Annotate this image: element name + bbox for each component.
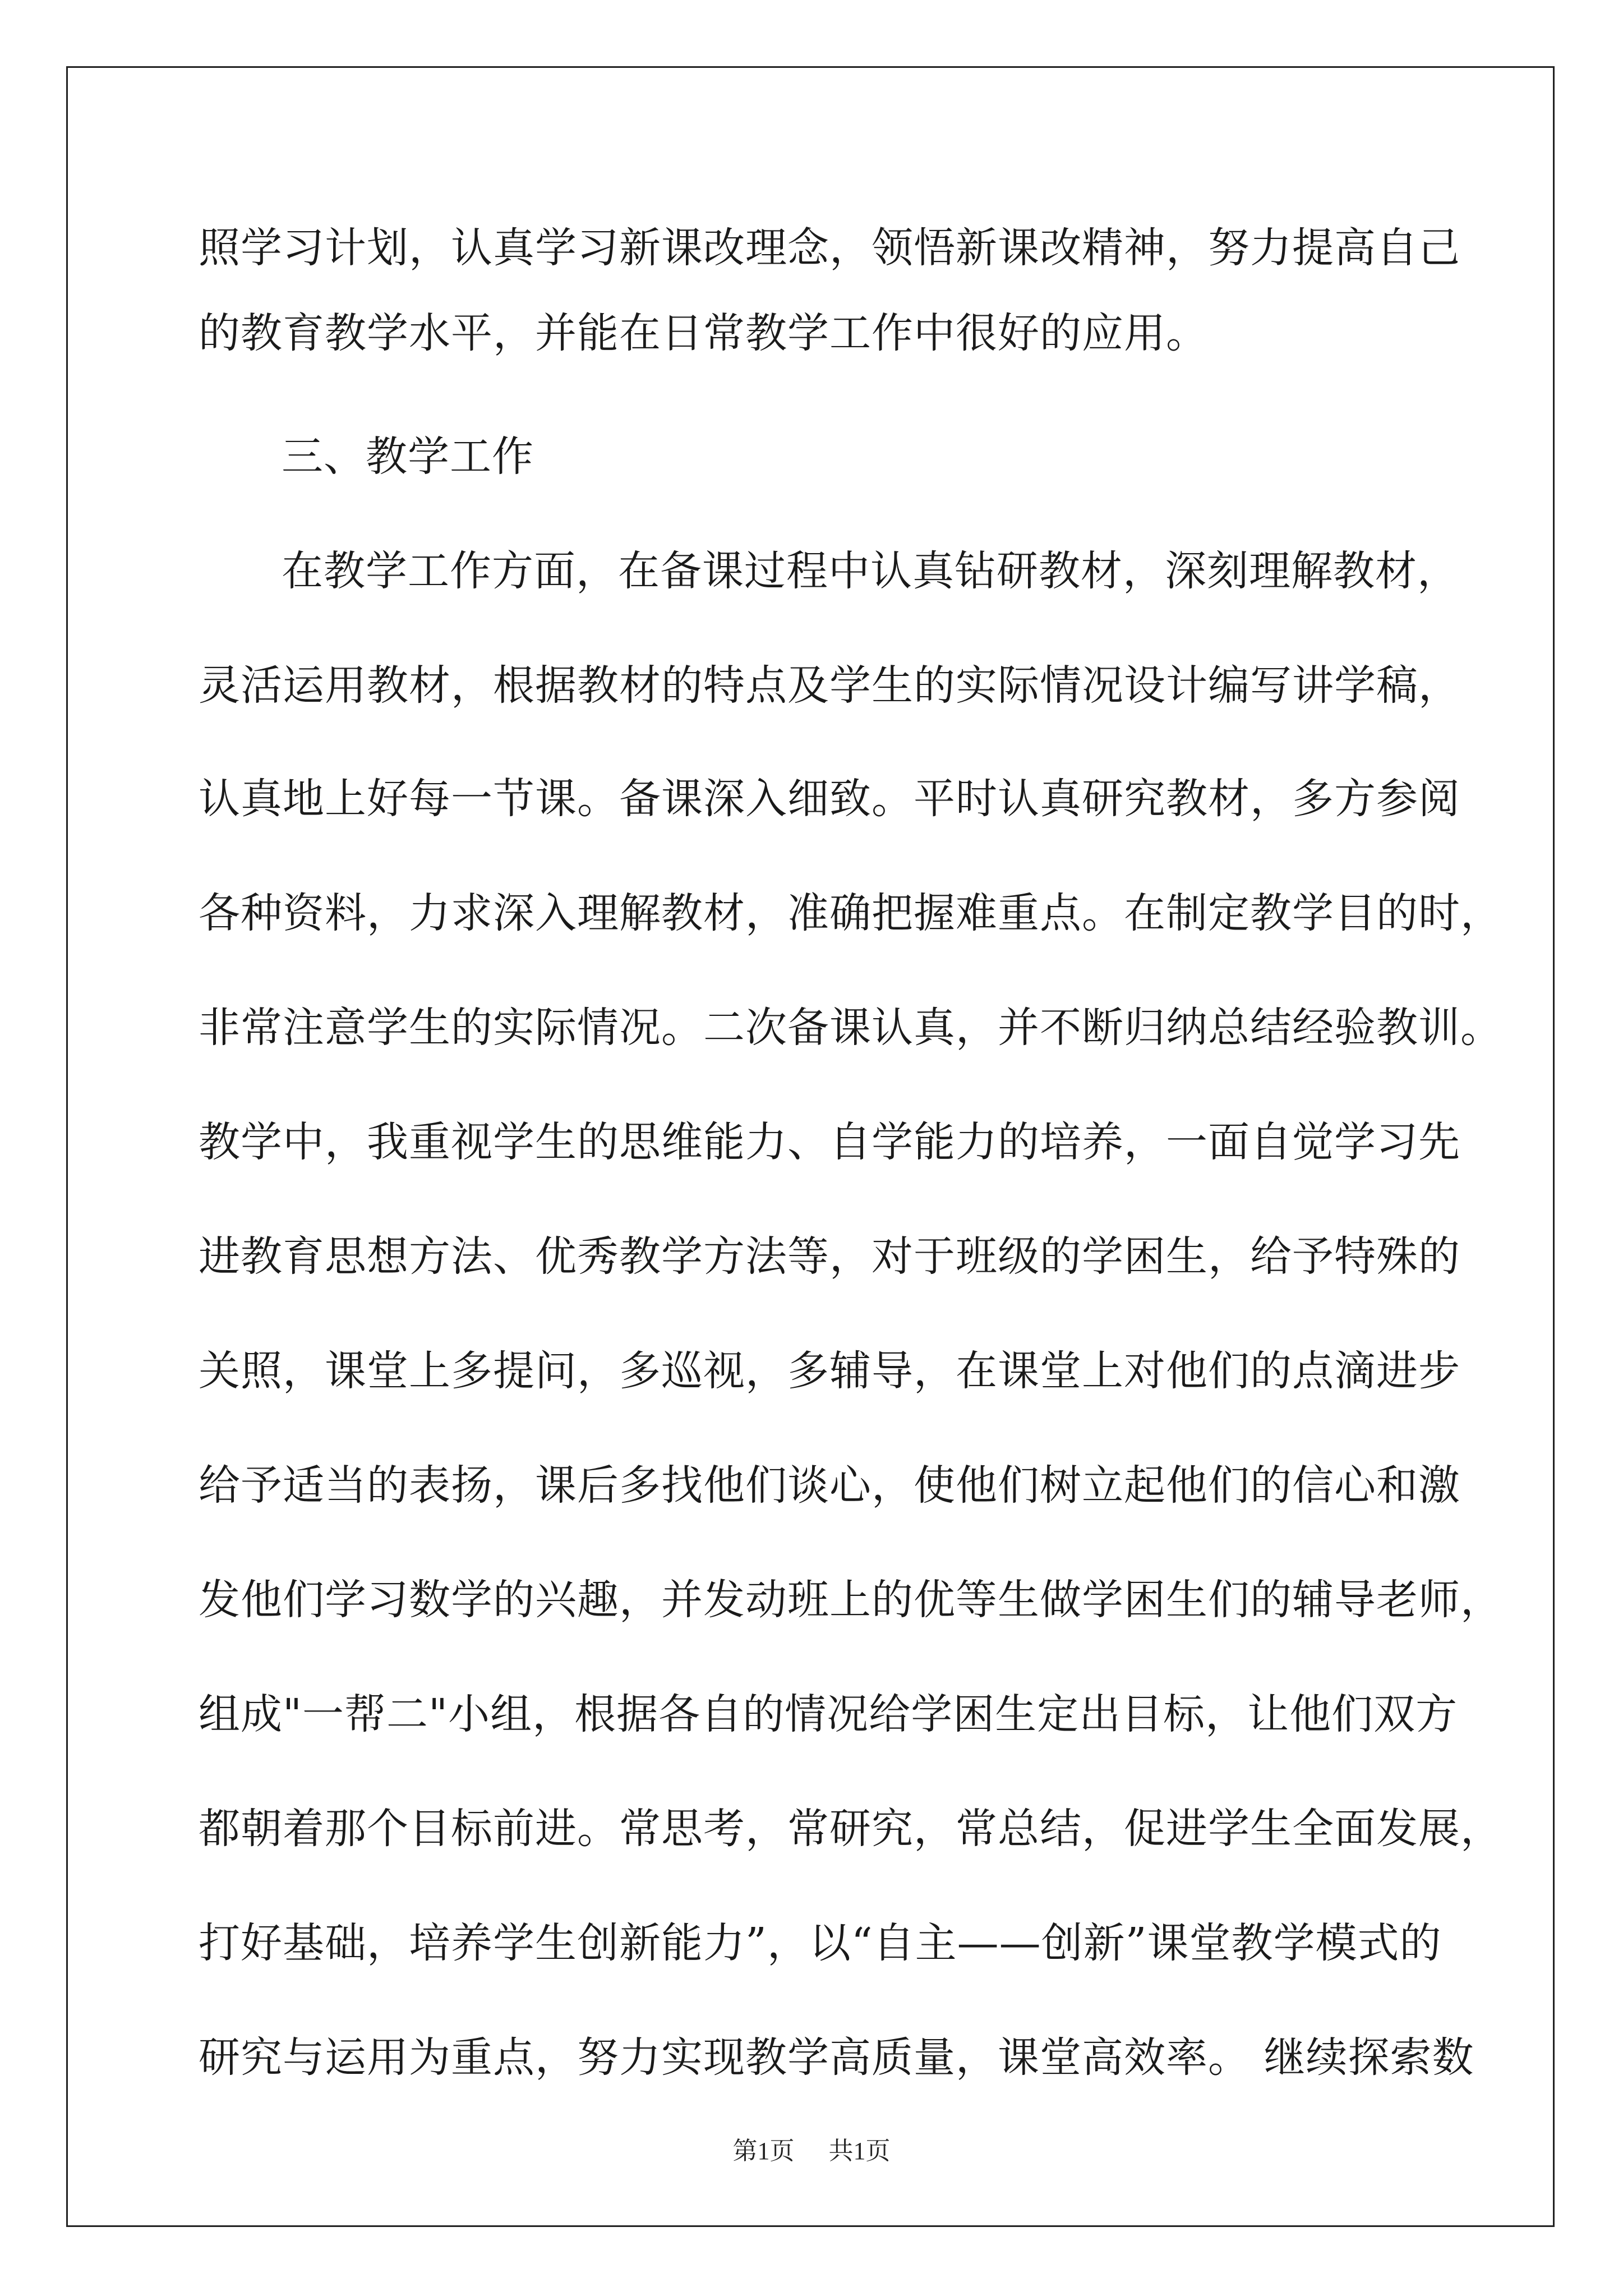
page-total: 共1页 — [828, 2137, 891, 2165]
text-line: 进教育思想方法、优秀教学方法等，对于班级的学困生，给予特殊的 — [199, 1232, 1460, 1281]
text-line: 教学中，我重视学生的思维能力、自学能力的培养，一面自觉学习先 — [199, 1118, 1460, 1166]
paragraph-first-line: 在教学工作方面，在备课过程中认真钻研教材，深刻理解教材， — [282, 547, 1459, 595]
text-line: 关照，课堂上多提问，多巡视，多辅导，在课堂上对他们的点滴进步 — [199, 1347, 1460, 1395]
page-number: 第1页 — [732, 2137, 795, 2165]
text-line: 认真地上好每一节课。备课深入细致。平时认真研究教材，多方参阅 — [199, 775, 1460, 823]
section-heading: 三、教学工作 — [282, 432, 534, 481]
text-line: 发他们学习数学的兴趣，并发动班上的优等生做学困生们的辅导老师， — [199, 1576, 1502, 1624]
text-line: 照学习计划，认真学习新课改理念，领悟新课改精神，努力提高自己 — [199, 224, 1460, 272]
text-line: 打好基础，培养学生创新能力”，以“自主——创新”课堂教学模式的 — [199, 1919, 1442, 1967]
text-line: 研究与运用为重点，努力实现教学高质量，课堂高效率。 继续探索数 — [199, 2033, 1474, 2082]
text-line: 都朝着那个目标前进。常思考，常研究，常总结，促进学生全面发展， — [199, 1805, 1502, 1853]
text-line: 组成"一帮二"小组，根据各自的情况给学困生定出目标，让他们双方 — [199, 1690, 1458, 1738]
text-line: 各种资料，力求深入理解教材，准确把握难重点。在制定教学目的时， — [199, 889, 1502, 937]
text-line: 给予适当的表扬，课后多找他们谈心，使他们树立起他们的信心和激 — [199, 1461, 1460, 1510]
text-line: 的教育教学水平，并能在日常教学工作中很好的应用。 — [199, 309, 1208, 357]
text-line: 非常注意学生的实际情况。二次备课认真，并不断归纳总结经验教训。 — [199, 1004, 1502, 1052]
text-line: 灵活运用教材，根据教材的特点及学生的实际情况设计编写讲学稿， — [199, 661, 1460, 710]
page-footer — [0, 2131, 1623, 2166]
